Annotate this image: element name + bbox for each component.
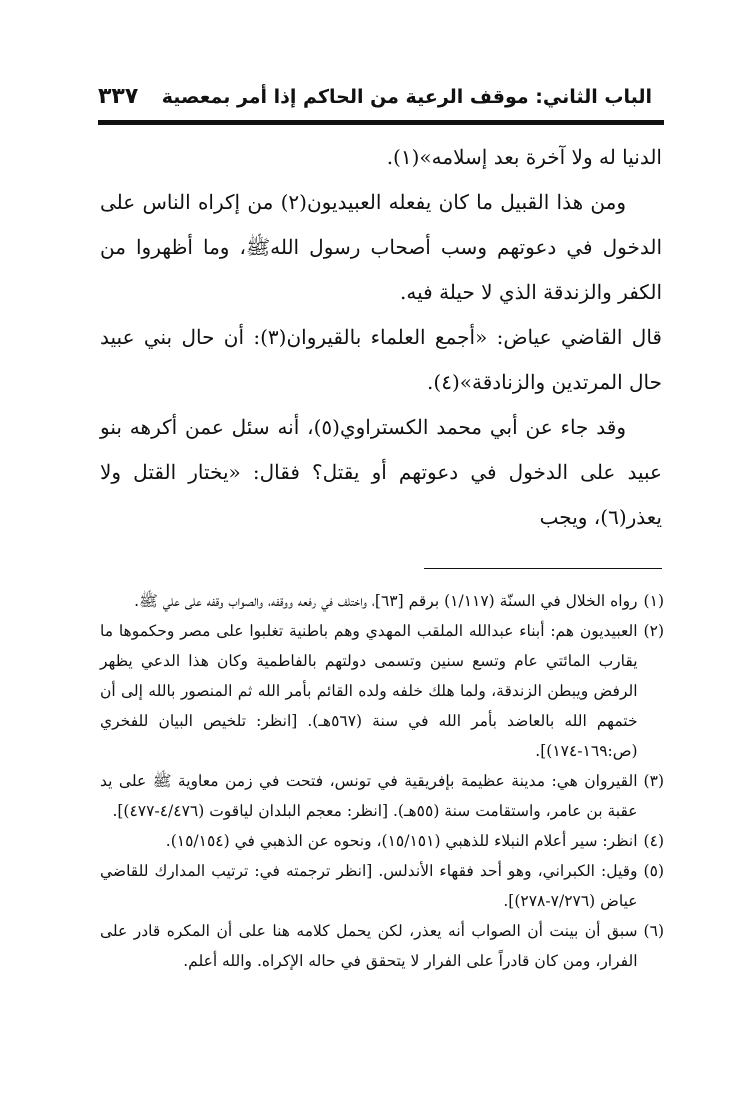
footnote-text: سبق أن بينت أن الصواب أنه يعذر، لكن يحمل كلامه هنا على أن المكره قادر على الفرار، ومن كان قادراً على الفرار لا يتحقق في حاله الإكراه. والله أعلم. [100, 922, 638, 970]
footnote [100, 826, 664, 856]
footnote [100, 916, 664, 976]
main-text [100, 135, 662, 540]
footnote-text: انظر: سير أعلام النبلاء للذهبي (١٥/١٥١)، ونحوه عن الذهبي في (١٥/١٥٤). [165, 832, 638, 850]
header-rule [98, 120, 664, 125]
footnote [100, 586, 664, 616]
footnote-number: (٥) [643, 862, 664, 880]
footnote-number: (١) [643, 592, 664, 610]
footnote-number: (٣) [643, 772, 664, 790]
footnote-number: (٢) [643, 622, 664, 640]
footnotes [100, 586, 664, 976]
footnote [100, 616, 664, 766]
footnote-number: (٤) [643, 832, 664, 850]
footnote-text: وقيل: الكبراني، وهو أحد فقهاء الأندلس. [انظر ترجمته في: ترتيب المدارك للقاضي عياض (٧/٢٧٦-٢٧٨)]. [100, 862, 638, 910]
footnote [100, 766, 664, 826]
paragraph: قال القاضي عياض: «أجمع العلماء بالقيروان(٣): أن حال بني عبيد حال المرتدين والزنادقة»(٤). [100, 325, 662, 394]
footnote-text: رواه الخلال في السنّة (١/١١٧) برقم [٦٣]، واختلف في رفعه ووقفه، والصواب وقفه على علي ﷺ. [134, 592, 638, 610]
footnote-text: القيروان هي: مدينة عظيمة بإفريقية في تونس، فتحت في زمن معاوية ﷺ على يد عقبة بن عامر، واستقامت سنة (٥٥هـ). [انظر: معجم البلدان لياقوت (٤/٤٧٦-٤٧٧)]. [100, 772, 638, 820]
footnote-separator [424, 568, 662, 569]
paragraph: الدنيا له ولا آخرة بعد إسلامه»(١). [386, 145, 662, 169]
footnote-number: (٦) [643, 922, 664, 940]
page-number: ٣٣٧ [98, 84, 139, 109]
footnote-text: العبيديون هم: أبناء عبدالله الملقب المهدي وهم باطنية تغلبوا على مصر وحكموها ما يقارب المائتي عام وتسع سنين وتسمى دولتهم بالفاطمية وكان هذا الدعي يظهر الرفض ويبطن الزندقة، ولما هلك خلفه ولده القائم بأمر الله ثم المنصور بالله إلى أن ختمهم الله بالعاضد بأمر الله في سنة (٥٦٧هـ). [انظر: تلخيص البيان للفخري (ص:١٦٩-١٧٤)]. [100, 622, 638, 760]
paragraph: وقد جاء عن أبي محمد الكستراوي(٥)، أنه سئل عمن أكرهه بنو عبيد على الدخول في دعوتهم أو يقتل؟ فقال: «يختار القتل ولا يعذر(٦)، ويجب [100, 415, 662, 529]
chapter-title: الباب الثاني: موقف الرعية من الحاكم إذا أمر بمعصية [161, 86, 652, 108]
footnote [100, 856, 664, 916]
running-header [98, 76, 664, 116]
paragraph: ومن هذا القبيل ما كان يفعله العبيديون(٢) من إكراه الناس على الدخول في دعوتهم وسب أصحاب رسول اللهﷺ، وما أظهروا من الكفر والزندقة الذي لا حيلة فيه. [100, 190, 663, 304]
